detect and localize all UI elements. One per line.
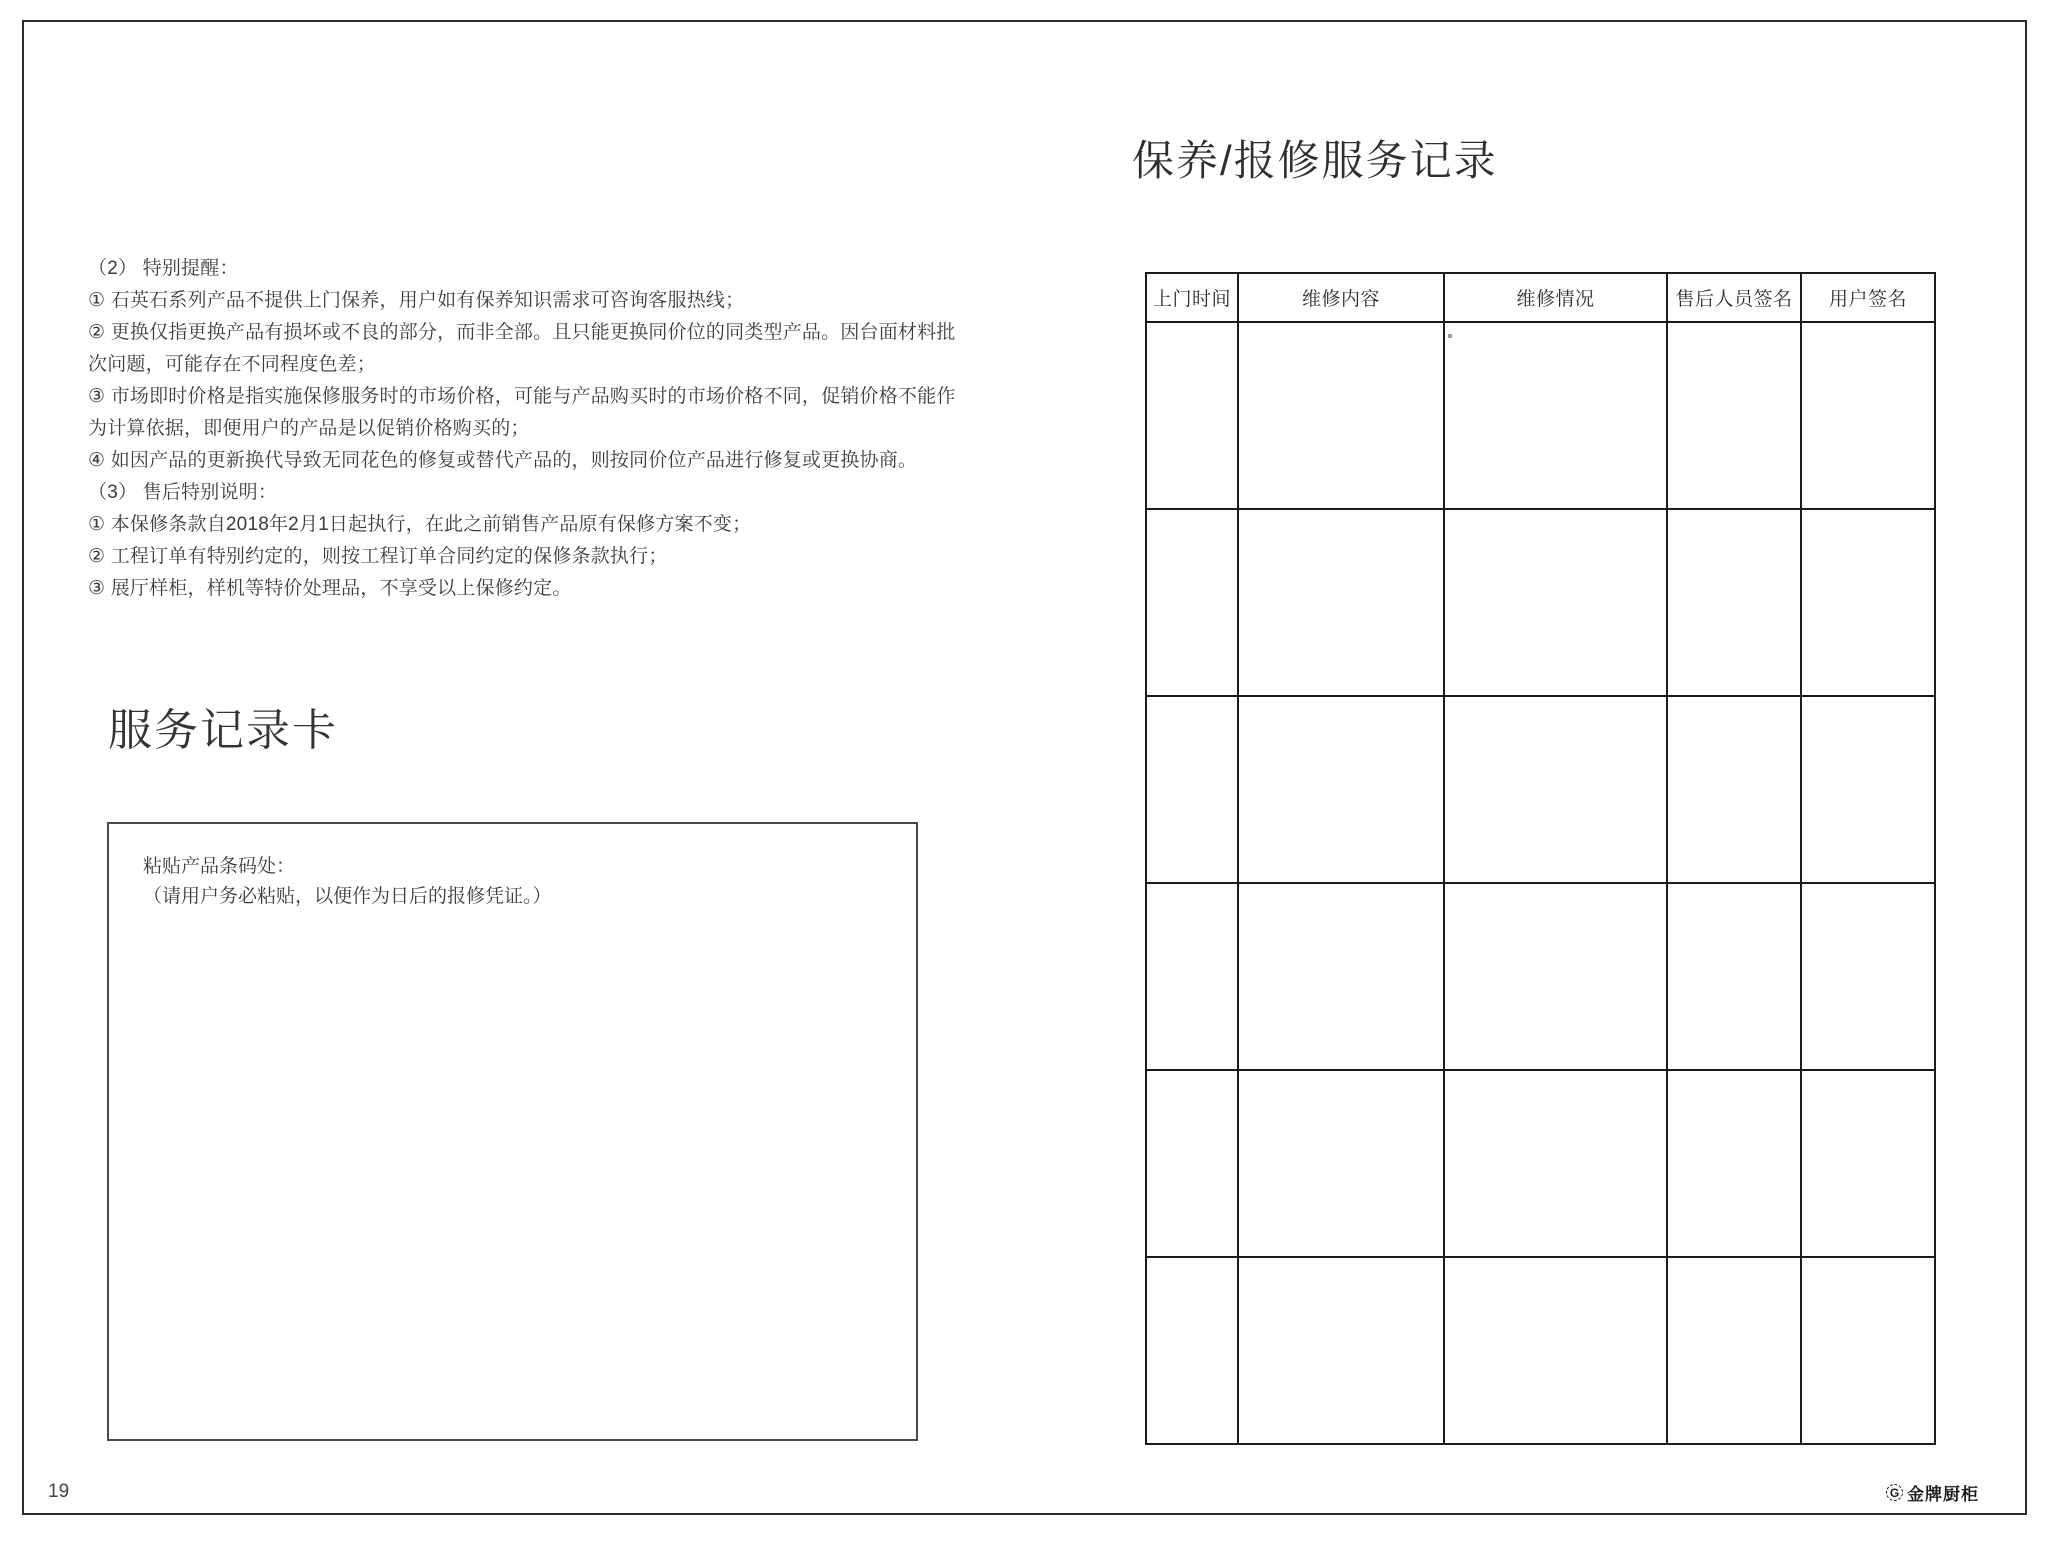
notice-line: ③ 市场即时价格是指实施保修服务时的市场价格，可能与产品购买时的市场价格不同，促销价格不能作 — [88, 386, 956, 407]
brand-logo — [1886, 1480, 1979, 1505]
notice-line: 为计算依据，即便用户的产品是以促销价格购买的； — [88, 418, 530, 439]
barcode-box-title: 粘贴产品条码处： — [143, 856, 296, 877]
table-row — [1146, 509, 1935, 696]
cell-visit-time — [1146, 509, 1238, 696]
cell-visit-time — [1146, 696, 1238, 883]
notice-line: ② 更换仅指更换产品有损坏或不良的部分，而非全部。且只能更换同价位的同类型产品。因台面材料批 — [88, 322, 956, 343]
notice-line: ③ 展厅样柜，样机等特价处理品，不享受以上保修约定。 — [88, 578, 572, 599]
notice-line: ① 本保修条款自2018年2月1日起执行，在此之前销售产品原有保修方案不变； — [88, 514, 752, 535]
notice-line: （2） 特别提醒： — [88, 258, 239, 279]
brand-g-icon: G — [1886, 1484, 1903, 1501]
cell-staff-signature — [1667, 509, 1801, 696]
cell-user-signature — [1801, 696, 1935, 883]
cell-repair-content — [1238, 1257, 1444, 1444]
header-user-signature: 用户签名 — [1801, 273, 1935, 322]
cell-staff-signature — [1667, 1070, 1801, 1257]
service-record-table — [1145, 272, 1936, 1445]
table-header-row — [1146, 273, 1935, 322]
cell-repair-status — [1444, 509, 1667, 696]
cell-staff-signature — [1667, 883, 1801, 1070]
notice-line: ② 工程订单有特别约定的，则按工程订单合同约定的保修条款执行； — [88, 546, 668, 567]
cell-visit-time — [1146, 322, 1238, 509]
table-row — [1146, 1070, 1935, 1257]
warranty-notice-block — [88, 253, 978, 605]
cell-visit-time — [1146, 1070, 1238, 1257]
cell-repair-status — [1444, 1257, 1667, 1444]
cell-user-signature — [1801, 1257, 1935, 1444]
cell-repair-content — [1238, 883, 1444, 1070]
table-row — [1146, 1257, 1935, 1444]
maintenance-record-title: 保养/报修服务记录 — [1132, 137, 1498, 184]
service-record-card-title: 服务记录卡 — [108, 706, 338, 755]
table-row — [1146, 883, 1935, 1070]
header-repair-content: 维修内容 — [1238, 273, 1444, 322]
notice-line: （3） 售后特别说明： — [88, 482, 278, 503]
notice-line: ④ 如因产品的更新换代导致无同花色的修复或替代产品的，则按同价位产品进行修复或更换协商。 — [88, 450, 918, 471]
notice-line: 次问题，可能存在不同程度色差； — [88, 354, 377, 375]
print-artifact-dot — [1448, 334, 1452, 338]
table-row — [1146, 322, 1935, 509]
cell-repair-content — [1238, 322, 1444, 509]
cell-staff-signature — [1667, 696, 1801, 883]
header-visit-time: 上门时间 — [1146, 273, 1238, 322]
cell-repair-status — [1444, 1070, 1667, 1257]
cell-repair-content — [1238, 1070, 1444, 1257]
barcode-paste-box — [107, 822, 918, 1441]
page-number: 19 — [48, 1481, 70, 1502]
brand-name: 金牌厨柜 — [1907, 1485, 1979, 1504]
notice-line: ① 石英石系列产品不提供上门保养，用户如有保养知识需求可咨询客服热线； — [88, 290, 745, 311]
cell-repair-status — [1444, 883, 1667, 1070]
header-staff-signature: 售后人员签名 — [1667, 273, 1801, 322]
cell-repair-content — [1238, 509, 1444, 696]
cell-visit-time — [1146, 883, 1238, 1070]
table-row — [1146, 696, 1935, 883]
header-repair-status: 维修情况 — [1444, 273, 1667, 322]
cell-repair-content — [1238, 696, 1444, 883]
cell-visit-time — [1146, 1257, 1238, 1444]
cell-repair-status — [1444, 322, 1667, 509]
barcode-box-note: （请用户务必粘贴，以便作为日后的报修凭证。） — [143, 886, 552, 907]
cell-staff-signature — [1667, 322, 1801, 509]
cell-repair-status — [1444, 696, 1667, 883]
cell-user-signature — [1801, 883, 1935, 1070]
cell-user-signature — [1801, 1070, 1935, 1257]
cell-user-signature — [1801, 509, 1935, 696]
cell-user-signature — [1801, 322, 1935, 509]
cell-staff-signature — [1667, 1257, 1801, 1444]
